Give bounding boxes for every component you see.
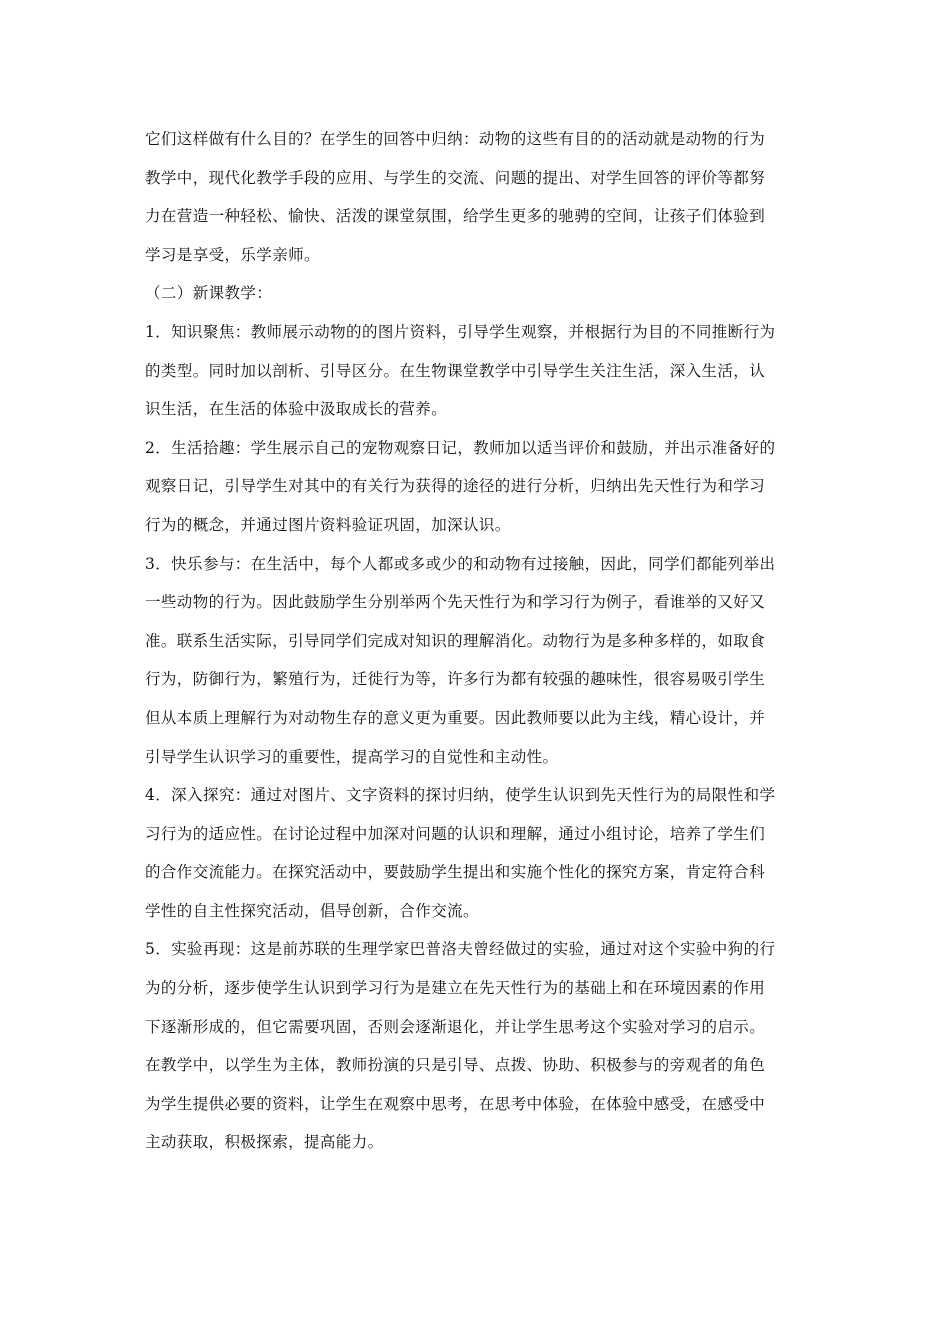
text-line: 在教学中，以学生为主体，教师扮演的只是引导、点拨、协助、积极参与的旁观者的角色 xyxy=(145,1056,766,1075)
text-line: 但从本质上理解行为对动物生存的意义更为重要。因此教师要以此为主线，精心设计，并 xyxy=(145,708,766,727)
text-line: 的合作交流能力。在探究活动中，要鼓励学生提出和实施个性化的探究方案，肯定符合科 xyxy=(145,863,766,882)
text-line: 5．实验再现：这是前苏联的生理学家巴普洛夫曾经做过的实验，通过对这个实验中狗的行 xyxy=(145,940,776,959)
text-line: 行为，防御行为，繁殖行为，迁徙行为等，许多行为都有较强的趣味性，很容易吸引学生 xyxy=(145,670,766,689)
text-line: 教学中，现代化教学手段的应用、与学生的交流、问题的提出、对学生回答的评价等都努 xyxy=(145,168,766,187)
text-line: 为学生提供必要的资料，让学生在观察中思考，在思考中体验，在体验中感受，在感受中 xyxy=(145,1094,766,1113)
text-line: 下逐渐形成的，但它需要巩固，否则会逐渐退化，并让学生思考这个实验对学习的启示。 xyxy=(145,1017,766,1036)
text-line: 准。联系生活实际，引导同学们完成对知识的理解消化。动物行为是多种多样的，如取食 xyxy=(145,631,766,650)
text-line: 力在营造一种轻松、愉快、活泼的课堂氛围，给学生更多的驰骋的空间，让孩子们体验到 xyxy=(145,207,766,226)
text-line: 学习是享受，乐学亲师。 xyxy=(145,245,320,264)
text-line: 引导学生认识学习的重要性，提高学习的自觉性和主动性。 xyxy=(145,747,559,766)
text-line: 学性的自主性探究活动，倡导创新，合作交流。 xyxy=(145,901,479,920)
text-line: 习行为的适应性。在讨论过程中加深对问题的认识和理解，通过小组讨论，培养了学生们 xyxy=(145,824,766,843)
text-line: 为的分析，逐步使学生认识到学习行为是建立在先天性行为的基础上和在环境因素的作用 xyxy=(145,979,766,998)
text-line: 一些动物的行为。因此鼓励学生分别举两个先天性行为和学习行为例子，看谁举的又好又 xyxy=(145,593,766,612)
text-line: 识生活，在生活的体验中汲取成长的营养。 xyxy=(145,400,448,419)
document-page xyxy=(145,120,810,1162)
text-line: 2．生活拾趣：学生展示自己的宠物观察日记，教师加以适当评价和鼓励，并出示准备好的 xyxy=(145,438,776,457)
text-line: 的类型。同时加以剖析、引导区分。在生物课堂教学中引导学生关注生活，深入生活，认 xyxy=(145,361,766,380)
text-line: 4．深入探究：通过对图片、文字资料的探讨归纳，使学生认识到先天性行为的局限性和学 xyxy=(145,786,776,805)
text-line: 主动获取，积极探索，提高能力。 xyxy=(145,1133,384,1152)
text-line: 1．知识聚焦：教师展示动物的的图片资料，引导学生观察，并根据行为目的不同推断行为 xyxy=(145,322,776,341)
text-line: 观察日记，引导学生对其中的有关行为获得的途径的进行分析，归纳出先天性行为和学习 xyxy=(145,477,766,496)
section-heading: （二）新课教学： xyxy=(145,284,273,303)
text-line: 它们这样做有什么目的？在学生的回答中归纳：动物的这些有目的的活动就是动物的行为 xyxy=(145,130,766,148)
text-line: 3．快乐参与：在生活中，每个人都或多或少的和动物有过接触，因此，同学们都能列举出 xyxy=(145,554,776,573)
text-line: 行为的概念，并通过图片资料验证巩固，加深认识。 xyxy=(145,515,511,534)
